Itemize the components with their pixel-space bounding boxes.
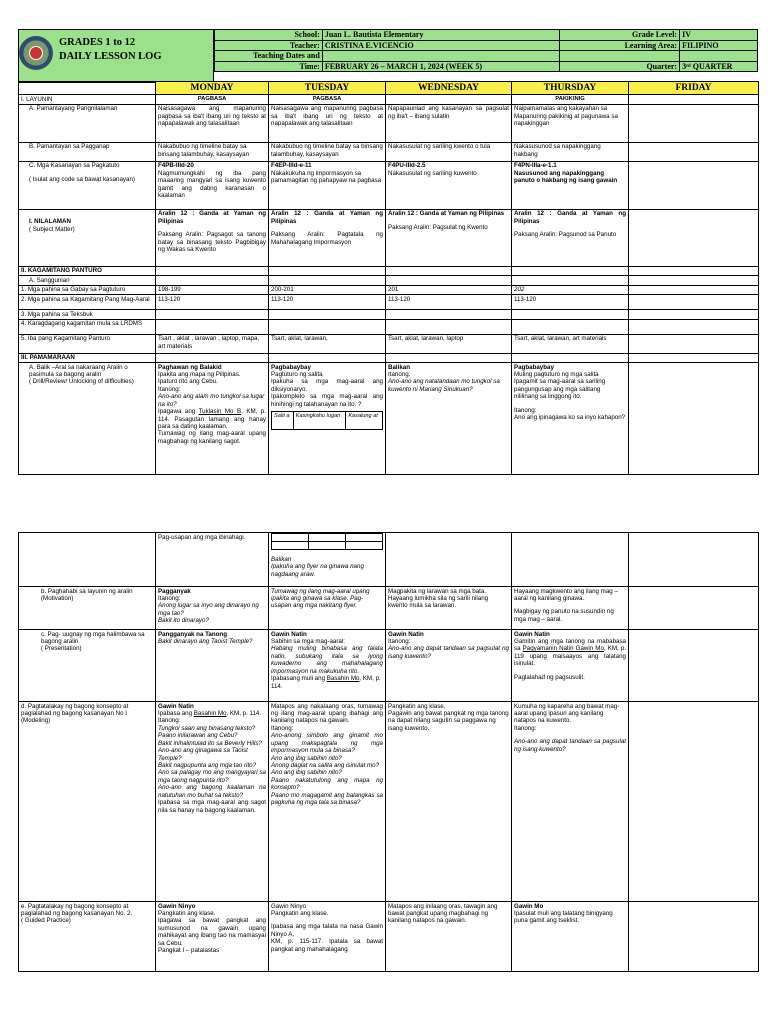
kagamitan-label: II. KAGAMITANG PANTURO [19,266,156,275]
ref-5-thursday: Tsart, aklat, larawan, art materials [512,334,629,353]
row-label-nilalaman [19,209,156,266]
sanggunian-label: A. Sanggunian [19,276,156,285]
text-span: Ipabasang muli ang [271,675,327,683]
question-line: Tungkol saan ang binasang teksto? [158,724,256,732]
day-wednesday: WEDNESDAY [386,82,512,95]
text-line: Ipaturo rito ang Cebu. [158,378,218,386]
cell-a-thursday: Naipamamalas ang kakayahan sa Mapanuring pakikinig at pagunawa sa napakinggan [512,104,629,142]
text-line: Itanong: [388,370,411,378]
school-value: Juan L. Bautista Elementary [322,30,560,41]
page-2 [0,532,768,1022]
vocab-header-kasingkahulugan: Kasingkahu lugan [293,412,346,430]
text-line: Itanong: [514,406,537,414]
text-line: Itanong: [388,637,411,645]
ref-4-label: 4. Karagdagang kagamitan mula sa LRDMS [19,319,156,334]
text-line [514,638,626,668]
ref-1-label: 1. Mga pahina sa Gabay sa Pagtuturo [19,285,156,294]
pagbabaybay-heading: Pagbabaybay [514,363,554,371]
text-line: Pagtuturo ng salita [271,370,323,378]
competency-monday: Nagmumungkahi ng iba pang maaaring mangyari sa isang kuwento gamit ang dating karanasan o kaalaman [158,169,266,200]
row-label-c-title: C. Mga Kasanayan sa Pagkatuto [29,162,120,170]
cell-nilalaman-thursday [512,209,629,266]
text-line: Itanong: [514,724,537,732]
question-line: Ano-ano ang dapat tandaan sa pagsulat ng isang kuwento? [514,738,626,753]
text-line: Habang muling binabasa ang talata natin, subukang itala sa iyong kuwaderno ang mahahalagang impormasyon na makukuha rito. [271,645,383,675]
cont-monday: Pag-usapan ang mga ibinahagi. [156,533,269,587]
cont-label [19,533,156,587]
grade-label: Grade Level: [560,30,680,41]
text-line: Pagawin ang bawat pangkat ng mga tanong na dapat nilang sagutin sa paggawa ng isang kuwento. [388,709,509,732]
text-line: Muling pagtuturo ng mga salita [514,370,599,378]
underlined-ref: Basahin Mo [326,675,360,683]
balikan-heading: Balikan [271,556,292,563]
balikan-heading: Balikan [388,363,411,371]
subject-wednesday [386,95,512,104]
cell-guided-monday [156,902,269,972]
text-line: Ipabasa ang mga talata na nasa Gawin Ninyo A, [271,923,383,938]
competency-wednesday: Nakasusulat ng sariling kuwento [388,169,477,177]
text-line: Itanong: [158,717,181,725]
text-line: Ipasulat muli ang talatang binigyang puna gamit ang tseklist. [514,909,613,925]
layunin-label: I. LAYUNIN [19,95,156,104]
cell-presentation-tuesday [269,630,386,702]
text-line: Ano ang ipinagawa ko sa inyo kahapon? [514,414,626,422]
text-line: Pangkat I – patalastas [158,947,220,955]
day-friday: FRIDAY [629,82,759,95]
question-line: Bakit dinarayo ang Taoist Temple? [158,637,253,645]
gawin-ninyo-heading: Gawin Ninyo [158,902,196,910]
row-label-balik-aral [19,363,156,475]
text-span: , KM, p. 114. [226,709,262,717]
question-line: Anong lugar sa inyo ang dinarayo ng mga tao? [158,602,259,617]
text-line: Ipakompleto sa mga mag-aaral ang hinihingi ng talahanayan na ito. ? [271,393,383,408]
page-1 [0,25,768,470]
cell-a-wednesday: Napapaunlad ang kasanayan sa pagsulat ng iba't – ibang sulatin [386,104,512,142]
teacher-label: Teacher: [215,40,323,51]
blank-cell [346,534,383,542]
code-wednesday: F4PU-IIId-2.5 [388,162,426,170]
cell-a-tuesday: Naisasagawa ang mapanuring pagbasa sa iba't ibang uri ng teksto at napapalawak ang talasalitaan [269,104,386,142]
text-span: Ipagawa ang [158,408,199,416]
cell-guided-friday [629,902,759,972]
cell-motivation-friday [629,587,759,630]
grade-value: IV [680,30,758,41]
cell-presentation-thursday [512,630,629,702]
modeling-title: d. Pagtatalakay ng bagong konsepto at paglalahad ng bagong kasanayan No I [21,702,129,717]
gawin-natin-heading: Gawin Natin [271,630,307,638]
subject-tuesday: PAGBASA [269,95,386,104]
area-label: Learning Area: [560,40,680,51]
vocabulary-table [271,411,383,430]
ref-2-label: 2. Mga pahina sa Kagamitang Pang Mag-Aaral [19,295,156,310]
lesson-table-page-1 [18,81,759,475]
row-label-a: A. Pamantayang Pangnilalaman [19,104,156,142]
day-monday: MONDAY [156,82,269,95]
cell-balik-aral-monday [156,363,269,475]
question-line: Bakit inihalintulad ito sa Beverly Hills? [158,739,262,747]
presentation-title: c. Pag- uugnay ng mga halimbawa sa bagong aralin [41,630,145,645]
competency-thursday: Nasusunod ang napakinggang panuto o hakbang ng isang gawain [514,169,618,185]
motivation-title: b. Paghahabi sa layunin ng aralin [41,587,133,595]
ref-2-monday: 113-120 [156,295,269,310]
text-line: Tumawag ng ilang mag-aaral upang magbahagi ng kanilang sagot. [158,430,266,445]
row-label-presentation [19,630,156,702]
cell-balik-aral-tuesday [269,363,386,475]
empty-cell [560,51,680,62]
pagganyak-heading: Pagganyak [158,587,191,595]
cell-presentation-wednesday [386,630,512,702]
question-line: Ano-ano ang bagong kaalaman na natutuhan mo buhat sa teksto? [158,784,266,799]
text-line [158,710,266,717]
text-span: , KM, p. 114. Pasagutan lamang ang hanay para sa dating kaalaman. [158,408,266,431]
row-label-motivation [19,587,156,630]
aralin-tuesday: Aralin 12 : Ganda at Yaman ng Pilipinas [271,210,383,225]
question-line: Anong daglat na salita ang isinulat mo? [271,762,380,769]
cont-friday [629,533,759,587]
cell-nilalaman-friday [629,209,759,266]
text-line: Pangkatin ang klase. [271,909,329,917]
gawin-natin-heading: Gawin Natin [514,630,550,638]
empty-cell [680,51,758,62]
ref-5-label: 5. Iba pang Kagamitang Panturo [19,334,156,353]
question-line: Ano-anong simbolo ang ginamit mo upang makapagtala ng mga impormasyon mula sa binasa? [271,732,383,755]
question-line: Bakit ito dinarayo? [158,617,209,625]
question-line: Ano-ano ang dapat tandaan sa pagsulat ng isang kuwento? [388,645,509,660]
row-label-guided-practice [19,902,156,972]
code-thursday: F4PN-IIIa-e-1.1 [514,162,557,170]
paksa-monday: Paksang Aralin: Pagsagot sa tanong batay sa binasang teksto Pagbibigay ng Wakas sa Kwento [158,231,266,254]
text-line: Pangkatin ang klase. [158,909,216,917]
text-line: Pangkatin ang klase. [388,702,446,710]
school-label: School: [215,30,323,41]
text-line: Ipabasa sa mga mag-aaral ang sagot nila sa hanay na bagong kaalaman. [158,799,266,814]
info-table [214,29,758,72]
text-span: , KM, p. 114. [271,675,381,690]
gawin-natin-heading: Gawin Natin [158,702,194,710]
guided-practice-title: e. Pagtatalakay ng bagong konsepto at paglalahad ng bagong kasanayan No. 2. [21,902,133,917]
text-line: Ipakuha ang flyer na ginawa nang nagdaang araw. [271,563,364,578]
text-line: Itanong: [271,724,294,732]
underlined-ref: Pagyamanin Natin Gawin Mo [522,645,604,653]
cell-b-tuesday: Nakabubuo ng timeline batay sa binsang talambuhay, kasaysayan [269,142,386,161]
quarter-label: Quarter: [560,61,680,72]
cell-presentation-friday [629,630,759,702]
text-span: Gamitin ang mga tanong na mababasa sa [514,637,626,653]
lesson-table-page-2 [18,532,759,972]
cell-nilalaman-tuesday [269,209,386,266]
dates-label-1: Teaching Dates and [215,51,323,62]
presentation-note: ( Presentation) [41,645,82,653]
title-dll: DAILY LESSON LOG [59,51,162,62]
ref-1-monday: 198-199 [156,285,269,294]
cont-tuesday [269,533,386,587]
question-line: Ano-ano ang ginagawa sa Taoist Temple? [158,747,248,762]
cell-c-tuesday [269,161,386,209]
empty-cell [322,51,560,62]
gawin-natin-heading: Gawin Natin [388,630,424,638]
cell-b-thursday: Nakasusunod sa napakinggang hakbang [512,142,629,161]
subject-monday: PAGBASA [156,95,269,104]
blank-cell [272,534,309,542]
text-line: Ipakita ang mapa ng Pilipinas. [158,370,241,378]
cell-c-thursday [512,161,629,209]
ref-2-tuesday: 113-120 [269,295,386,310]
text-line: Ipagawa sa bawat pangkat ang sumusunod na gawain upang mahikayat ang ibang tao na mamasyal sa Cebu. [158,917,266,947]
row-label-modeling [19,702,156,902]
text-line: Sabihin sa mga mag-aaral: [271,637,345,645]
cell-c-monday [156,161,269,209]
cell-c-wednesday [386,161,512,209]
text-line: Hayaang magkwento ang ilang mag – aaral ng kanilang ginawa. [514,587,618,602]
underlined-ref: Tuklasin Mo B [198,408,242,416]
nilalaman-title: I. NILALAMAN [29,218,71,226]
ref-5-wednesday: Tsart, aklat, larawan, laptop [386,334,512,353]
vocab-header-kasalungat: Kasalung at [346,412,383,430]
cell-b-monday: Nakabubuo ng timeline batay sa binsang talambuhay, kasaysayan [156,142,269,161]
quarter-value: 3ʳᵈ QUARTER [680,61,758,72]
row-label-b: B. Pamantayan sa Pagganap [19,142,156,161]
ref-1-wednesday: 201 [386,285,512,294]
pagbabaybay-heading: Pagbabaybay [271,363,311,371]
pamamaraan-label: III. PAMAMARAAN [19,353,156,362]
cell-guided-wednesday: Matapos ang inilaang oras, tawagin ang bawat pangkat upang magbahagi ng kanilang natapos na gawain. [386,902,512,972]
question-line: Ano ang ibig sabihin nito? [271,769,342,777]
competency-tuesday: Nakakukuha ng impormasyon sa pamamagitan ng pahapyaw na pagbasa [271,169,382,185]
vocab-header-salita: Salit a [272,412,294,430]
cell-modeling-wednesday [386,702,512,902]
text-line: Magbigay ng panuto na susundin ng mga mag – aaral. [514,608,614,623]
cell-guided-tuesday [269,902,386,972]
cell-modeling-monday [156,702,269,902]
code-monday: F4PB-IIId-20 [158,162,194,170]
question-line: Bakit nagpupunta ang mga tao rito? [158,762,257,769]
question-line: Ano sa palagay mo ang mangyayari sa mga taong nagpunta rito? [158,769,266,784]
aralin-thursday: Aralin 12 : Ganda at Yaman ng Pilipinas [514,210,626,225]
text-line [158,408,266,430]
blank-cell [272,542,309,550]
text-line: Itanong: [158,594,181,602]
gawin-ninyo-heading: Gawin Ninyo [271,902,307,910]
dates-label-2: Time: [215,61,323,72]
cell-nilalaman-monday [156,209,269,266]
cell-modeling-thursday [512,702,629,902]
title-grades: GRADES 1 to 12 [59,37,136,48]
vocabulary-table-continued [271,533,383,550]
cell-motivation-thursday [512,587,629,630]
ref-1-tuesday: 200-201 [269,285,386,294]
aralin-monday: Aralin 12 : Ganda at Yaman ng Pilipinas [158,210,266,225]
ref-1-thursday: 202 [512,285,629,294]
blank-cell [309,534,346,542]
question-line: Ano-ano ang natatandaan mo tungkol sa kuwento ni Mariang Sinukuan? [388,378,500,393]
text-line: Itanong: [158,385,181,393]
blank-cell [309,542,346,550]
row-label-c [19,161,156,209]
cont-thursday [512,533,629,587]
ref-2-thursday: 113-120 [512,295,629,310]
code-tuesday: F4EP-IIId-e-11 [271,162,312,170]
subject-friday [629,95,759,104]
day-thursday: THURSDAY [512,82,629,95]
cell-b-wednesday: Nakasusulat ng sariling kwento o tula [386,142,512,161]
dates-value: FEBRUARY 26 – MARCH 1, 2024 (WEEK 5) [322,61,560,72]
title-block [18,29,214,83]
cell-balik-aral-thursday [512,363,629,475]
guided-practice-note: ( Guided Practice) [21,917,71,925]
cell-nilalaman-wednesday [386,209,512,266]
cell-modeling-friday [629,702,759,902]
blank-cell [346,542,383,550]
paksa-tuesday: Paksang Aralin: Pagtatala ng Mahahalagang Impormasyon [271,231,383,246]
text-line: Ipakuha sa mga mag-aaral ang diksiyonaryo. [271,378,383,393]
paksa-wednesday: Paksang Aralin: Pagsulat ng Kwento [388,223,488,231]
subject-thursday: PAKIKINIG [512,95,629,104]
cell-b-friday [629,142,759,161]
aralin-wednesday: Aralin 12 : Ganda at Yaman ng Pilipinas [388,210,505,218]
ref-3-label: 3. Mga pahina sa Teksbuk [19,310,156,319]
pangganyak-heading: Pangganyak na Tanong [158,630,227,638]
question-line: Paano nakatutulong ang mapa ng konsepto? [271,776,383,792]
cell-balik-aral-wednesday [386,363,512,475]
teacher-value: CRISTINA E.VICENCIO [322,40,560,51]
area-value: FILIPINO [680,40,758,51]
cell-a-monday: Naisasagawa ang mapanuring pagbasa sa iba't ibang uri ng teksto at napapalawak ang talasalitaan [156,104,269,142]
text-span: , KM, p. 119 upang maisaayos ang talatang isinulat. [514,645,626,668]
text-line: Kumuha ng kapareha ang bawat mag-aaral upang ipasuri ang kanilang natapos na kuwento. [514,702,620,725]
cell-a-friday [629,104,759,142]
motivation-note: (Motivation) [41,594,74,602]
cell-guided-thursday [512,902,629,972]
cell-c-friday [629,161,759,209]
balik-aral-note: ( Drill/Review/ Unlocking of difficulties) [29,378,134,386]
question-line: Paano mo magagamit ang balangkas sa pagkuha ng mga tala sa binasa? [271,791,383,807]
ref-5-monday: Tsart , aklat , larawan , laptop, mapa, art materials [156,334,269,353]
question-line: Paano inilarawan ang Cebu? [158,732,238,740]
gawin-mo-heading: Gawin Mo [514,902,544,910]
text-line: Ipagamit sa mag-aaral sa sariling pangungusap ang mga salitang nililinang sa linggong ito. [514,378,606,401]
ref-5-tuesday: Tsart, aklat, larawan, [269,334,386,353]
paghawan-heading: Paghawan ng Balakid [158,363,222,371]
cell-motivation-wednesday: Magpakita ng larawan sa mga bata. Hayaang lumikha sila ng sarili nilang kwento mula sa larawan. [386,587,512,630]
day-tuesday: TUESDAY [269,82,386,95]
text-line [271,675,383,690]
cell-modeling-tuesday [269,702,386,902]
question-line: Ano ang ibig sabihin nito? [271,754,342,762]
paksa-thursday: Paksang Aralin: Pagsunod sa Panuto [514,231,617,239]
deped-seal-icon [19,36,53,70]
ref-2-wednesday: 113-120 [386,295,512,310]
underlined-ref: Basahin Mo [193,709,227,717]
cell-motivation-monday [156,587,269,630]
cell-balik-aral-friday [629,363,759,475]
cell-presentation-monday [156,630,269,702]
modeling-note: (Modeling) [21,717,51,725]
question-line: Ano-ano ang alam mo tungkol sa lugar na ito? [158,393,265,408]
row-label-c-note: ( Isulat ang code sa bawat kasanayan) [29,175,135,183]
text-line: KM, p. 115-117. Ipatala sa bawat pangkat ang mahahalagang [271,938,383,953]
nilalaman-sub: ( Subject Matter) [29,225,75,233]
text-line: Matapos ang nakalaang oras, tumawag ng ilang mag-aaral upang ibahagi ang kanilang natapos na gawain. [271,702,383,725]
text-line: Paglalahad ng pagsusulit. [514,673,585,681]
day-header-blank [19,82,156,95]
cell-motivation-tuesday: Tumawag ng ilang mag-aaral upang ipakita ang ginawa sa klase. Pag-usapan ang mga nakitang flyer. [269,587,386,630]
text-span: Ipabasa ang [158,709,194,717]
cont-wednesday [386,533,512,587]
balik-aral-title: A. Balik –Aral sa nakaraang Aralin o pasimula sa bagong aralin [29,363,128,378]
